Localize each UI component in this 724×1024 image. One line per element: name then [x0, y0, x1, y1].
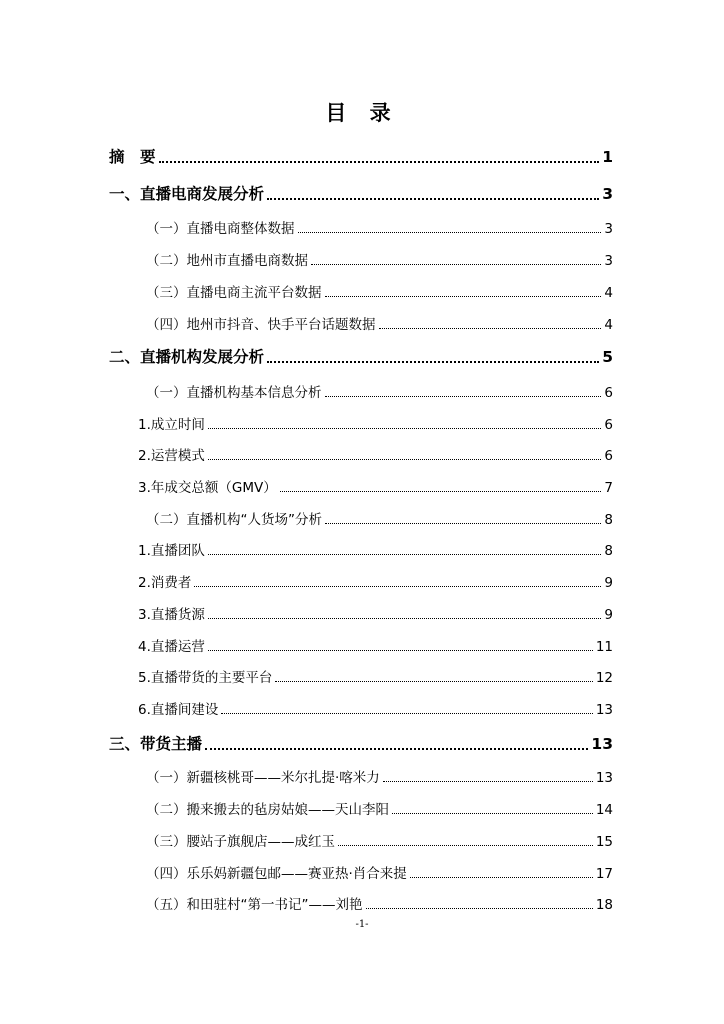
toc-entry-label: 1.直播团队 [138, 543, 205, 559]
toc-dot-leader [325, 522, 601, 524]
toc-entry-page: 7 [604, 480, 613, 496]
toc-dot-leader [392, 812, 593, 814]
toc-dot-leader [325, 395, 602, 397]
toc-entry-page: 12 [595, 670, 613, 686]
toc-dot-leader [311, 263, 601, 265]
toc-entry[interactable] [138, 698, 613, 718]
toc-entry-page: 6 [604, 417, 613, 433]
toc-entry[interactable] [138, 413, 613, 433]
toc-entry-page: 6 [604, 385, 613, 401]
page-title: 目 录 [325, 101, 399, 125]
toc-entry[interactable] [138, 571, 613, 591]
toc-dot-leader [280, 490, 602, 492]
toc-dot-leader [366, 907, 593, 909]
toc-dot-leader [208, 427, 602, 429]
toc-entry-label: 摘 要 [109, 148, 156, 166]
toc-entry-page: 13 [595, 770, 613, 786]
toc-dot-leader [298, 231, 602, 233]
toc-entry-label: 3.年成交总额（GMV） [138, 480, 277, 496]
toc-entry-label: （三）直播电商主流平台数据 [146, 285, 322, 301]
toc-entry-page: 3 [604, 221, 613, 237]
toc-entry[interactable] [138, 476, 613, 496]
toc-dot-leader [205, 747, 588, 750]
toc-entry-label: 1.成立时间 [138, 417, 205, 433]
toc-entry-page: 9 [604, 575, 613, 591]
toc-entry[interactable] [109, 182, 613, 204]
toc-entry-page: 8 [604, 512, 613, 528]
toc-dot-leader [338, 844, 593, 846]
toc-entry[interactable] [146, 381, 613, 401]
toc-entry-label: （三）腰站子旗舰店——成红玉 [146, 834, 335, 850]
toc-entry-page: 18 [595, 897, 613, 913]
toc-entry[interactable] [138, 666, 613, 686]
toc-entry-label: 3.直播货源 [138, 607, 205, 623]
toc-entry-label: （一）新疆核桃哥——米尔扎提·喀米力 [146, 770, 380, 786]
toc-entry[interactable] [146, 281, 613, 301]
toc-entry-label: 6.直播间建设 [138, 702, 219, 718]
toc-dot-leader [208, 617, 602, 619]
toc-dot-leader [383, 780, 593, 782]
toc-entry[interactable] [138, 603, 613, 623]
toc-entry-label: 2.消费者 [138, 575, 192, 591]
toc-entry-label: （四）乐乐妈新疆包邮——赛亚热·肖合来提 [146, 866, 407, 882]
toc-entry-label: 一、直播电商发展分析 [109, 185, 265, 203]
toc-entry[interactable] [146, 830, 613, 850]
toc-entry-label: （五）和田驻村“第一书记”——刘艳 [146, 897, 363, 913]
toc-entry-page: 14 [595, 802, 613, 818]
toc-entry-label: 4.直播运营 [138, 639, 205, 655]
toc-entry-label: 二、直播机构发展分析 [109, 348, 265, 366]
toc-entry-label: （四）地州市抖音、快手平台话题数据 [146, 317, 376, 333]
toc-entry[interactable] [146, 766, 613, 786]
toc-entry-page: 6 [604, 448, 613, 464]
toc-entry[interactable] [109, 732, 613, 754]
toc-entry[interactable] [146, 313, 613, 333]
toc-entry-label: （二）搬来搬去的毡房姑娘——天山李阳 [146, 802, 389, 818]
toc-entry[interactable] [138, 539, 613, 559]
toc-entry-page: 4 [604, 317, 613, 333]
toc-entry-page: 1 [602, 148, 613, 166]
toc-entry[interactable] [146, 508, 613, 528]
toc-dot-leader [410, 876, 593, 878]
toc-dot-leader [208, 649, 593, 651]
toc-entry-page: 3 [604, 253, 613, 269]
toc-entry-label: 三、带货主播 [109, 735, 203, 753]
toc-entry-page: 15 [595, 834, 613, 850]
toc-entry-label: （一）直播机构基本信息分析 [146, 385, 322, 401]
toc-entry-label: （二）地州市直播电商数据 [146, 253, 308, 269]
toc-dot-leader [221, 712, 592, 714]
toc-entry[interactable] [138, 444, 613, 464]
toc-entry[interactable] [146, 862, 613, 882]
toc-dot-leader [267, 360, 599, 363]
toc-dot-leader [194, 585, 601, 587]
toc-entry-page: 13 [595, 702, 613, 718]
toc-entry-page: 9 [604, 607, 613, 623]
toc-entry-page: 8 [604, 543, 613, 559]
toc-entry-page: 13 [591, 735, 613, 753]
toc-entry[interactable] [146, 217, 613, 237]
toc-dot-leader [208, 458, 602, 460]
toc-entry[interactable] [109, 345, 613, 367]
toc-entry-label: 5.直播带货的主要平台 [138, 670, 273, 686]
toc-entry-label: 2.运营模式 [138, 448, 205, 464]
toc-entry[interactable] [109, 145, 613, 167]
toc-entry[interactable] [138, 635, 613, 655]
toc-entry[interactable] [146, 249, 613, 269]
toc-entry-label: （一）直播电商整体数据 [146, 221, 295, 237]
toc-entry-page: 5 [602, 348, 613, 366]
toc-entry-label: （二）直播机构“人货场”分析 [146, 512, 322, 528]
toc-dot-leader [275, 680, 592, 682]
toc-dot-leader [159, 160, 600, 163]
toc-entry-page: 17 [595, 866, 613, 882]
toc-entry-page: 3 [602, 185, 613, 203]
toc-dot-leader [325, 295, 602, 297]
toc-entry-page: 4 [604, 285, 613, 301]
toc-dot-leader [379, 327, 602, 329]
toc-dot-leader [267, 197, 599, 200]
toc-entry[interactable] [146, 798, 613, 818]
page-number: -1- [355, 919, 369, 930]
toc-entry-page: 11 [595, 639, 613, 655]
toc-dot-leader [208, 553, 602, 555]
toc-entry[interactable] [146, 893, 613, 913]
